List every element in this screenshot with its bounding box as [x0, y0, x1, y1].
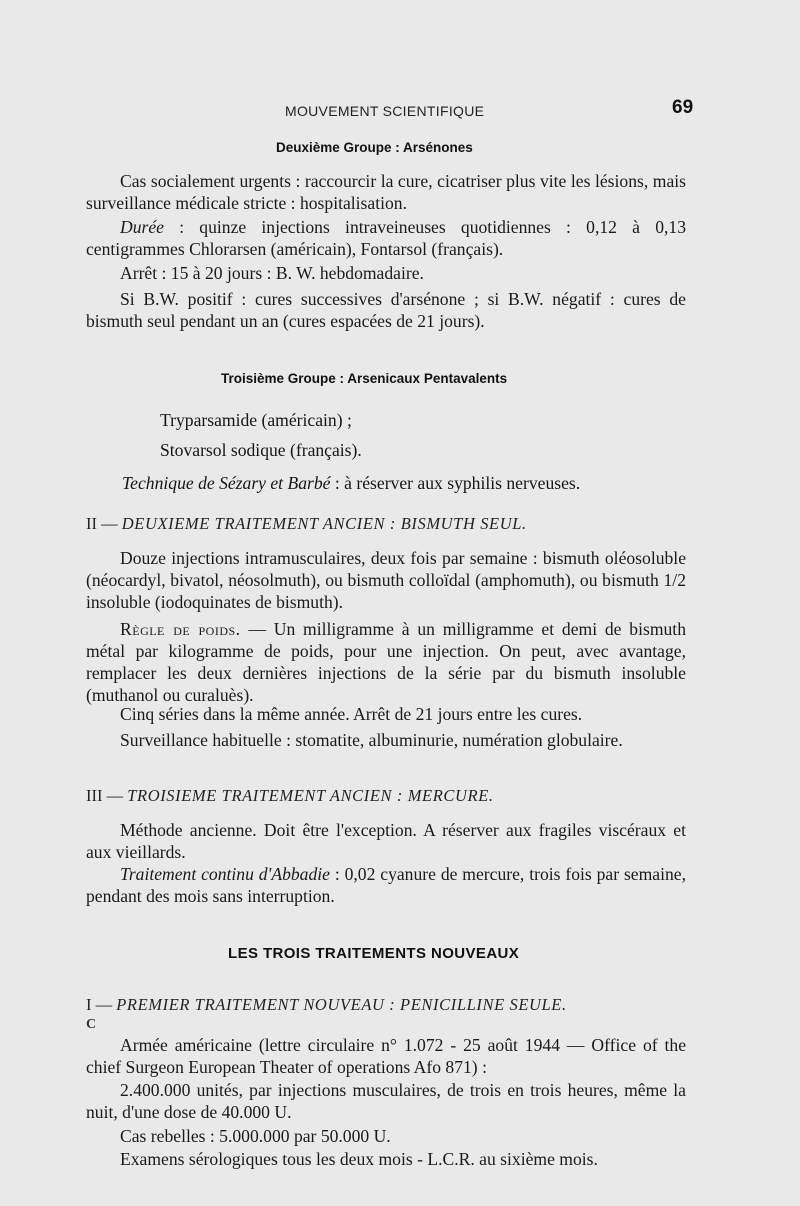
section-number-2: II —: [86, 514, 122, 533]
heading-traitements-nouveaux: LES TROIS TRAITEMENTS NOUVEAUX: [228, 945, 520, 962]
paragraph-examens: Examens sérologiques tous les deux mois - L.C.R. au sixième mois.: [120, 1149, 598, 1169]
label-abbadie: Traitement continu d'Abbadie: [120, 864, 330, 884]
heading-troisieme-groupe: Troisième Groupe : Arsenicaux Pentavalents: [221, 371, 508, 386]
text-regle: — Un milligramme à un milligramme et demi de bismuth métal par kilogramme de poids, pour une injection. On peut, avec avantage, remplacer les deux dernières injections de la série par du bismuth insoluble (muthanol ou curaluès).: [86, 619, 686, 705]
text-abbadie: : 0,02 cyanure de mercure, trois fois par semaine, pendant des mois sans interruption.: [86, 864, 686, 906]
paragraph-cas-urgents: Cas socialement urgents : raccourcir la cure, cicatriser plus vite les lésions, mais surveillance médicale stricte : hospitalisation.: [86, 171, 686, 213]
section-number-1: I —: [86, 995, 117, 1014]
page-header: [0, 97, 800, 125]
paragraph-methode-ancienne: Méthode ancienne. Doit être l'exception. A réserver aux fragiles viscéraux et aux vieillards.: [86, 820, 686, 862]
paragraph-regle-de-poids: [86, 618, 686, 706]
paragraph-surveillance: Surveillance habituelle : stomatite, albuminurie, numération globulaire.: [120, 730, 623, 750]
label-regle: Règle de poids.: [120, 619, 241, 639]
page-number: 69: [672, 97, 694, 118]
paragraph-cinq-series: Cinq séries dans la même année. Arrêt de 21 jours entre les cures.: [120, 704, 583, 724]
label-technique: Technique de Sézary et Barbé: [122, 473, 331, 493]
paragraph-cas-rebelles: Cas rebelles : 5.000.000 par 50.000 U.: [120, 1126, 391, 1146]
paragraph-arret: Arrêt : 15 à 20 jours : B. W. hebdomadaire.: [120, 263, 424, 283]
section-title-mercure: [86, 786, 696, 806]
text-duree: : quinze injections intraveineuses quotidiennes : 0,12 à 0,13 centigrammes Chlorarsen (américain), Fontarsol (français).: [86, 217, 686, 259]
paragraph-traitement-continu: [86, 863, 686, 907]
paragraph-duree: [86, 216, 686, 260]
heading-deuxieme-groupe: Deuxième Groupe : Arsénones: [276, 140, 473, 155]
label-duree: Durée: [120, 217, 164, 237]
paragraph-si-bw: Si B.W. positif : cures successives d'arsénone ; si B.W. négatif : cures de bismuth seul pendant un an (cures espacées de 21 jours).: [86, 289, 686, 331]
list-item-stovarsol: Stovarsol sodique (français).: [160, 440, 362, 460]
paragraph-armee-americaine: Armée américaine (lettre circulaire n° 1.072 - 25 août 1944 — Office of the chief Surgeon European Theater of operations Afo 871) :: [86, 1035, 686, 1077]
section-number-3: III —: [86, 786, 128, 805]
margin-mark: C: [86, 1017, 97, 1032]
text-technique: : à réserver aux syphilis nerveuses.: [330, 473, 581, 493]
list-item-technique: [122, 472, 580, 494]
section-title-penicilline: [86, 995, 696, 1015]
running-title: MOUVEMENT SCIENTIFIQUE: [285, 103, 485, 119]
section-name-2: DEUXIEME TRAITEMENT ANCIEN : BISMUTH SEUL.: [121, 514, 527, 533]
section-name-3: TROISIEME TRAITEMENT ANCIEN : MERCURE.: [127, 786, 494, 805]
paragraph-unites: 2.400.000 unités, par injections musculaires, de trois en trois heures, même la nuit, d'une dose de 40.000 U.: [86, 1080, 686, 1122]
paragraph-douze-injections: Douze injections intramusculaires, deux fois par semaine : bismuth oléosoluble (néocardyl, bivatol, néosolmuth), ou bismuth colloïdal (amphomuth), ou bismuth 1/2 insoluble (iodoquinates de bismuth).: [86, 548, 686, 612]
list-item-tryparsamide: Tryparsamide (américain) ;: [160, 410, 352, 430]
section-title-bismuth: [86, 514, 696, 534]
section-name-1: PREMIER TRAITEMENT NOUVEAU : PENICILLINE SEULE.: [116, 995, 567, 1014]
